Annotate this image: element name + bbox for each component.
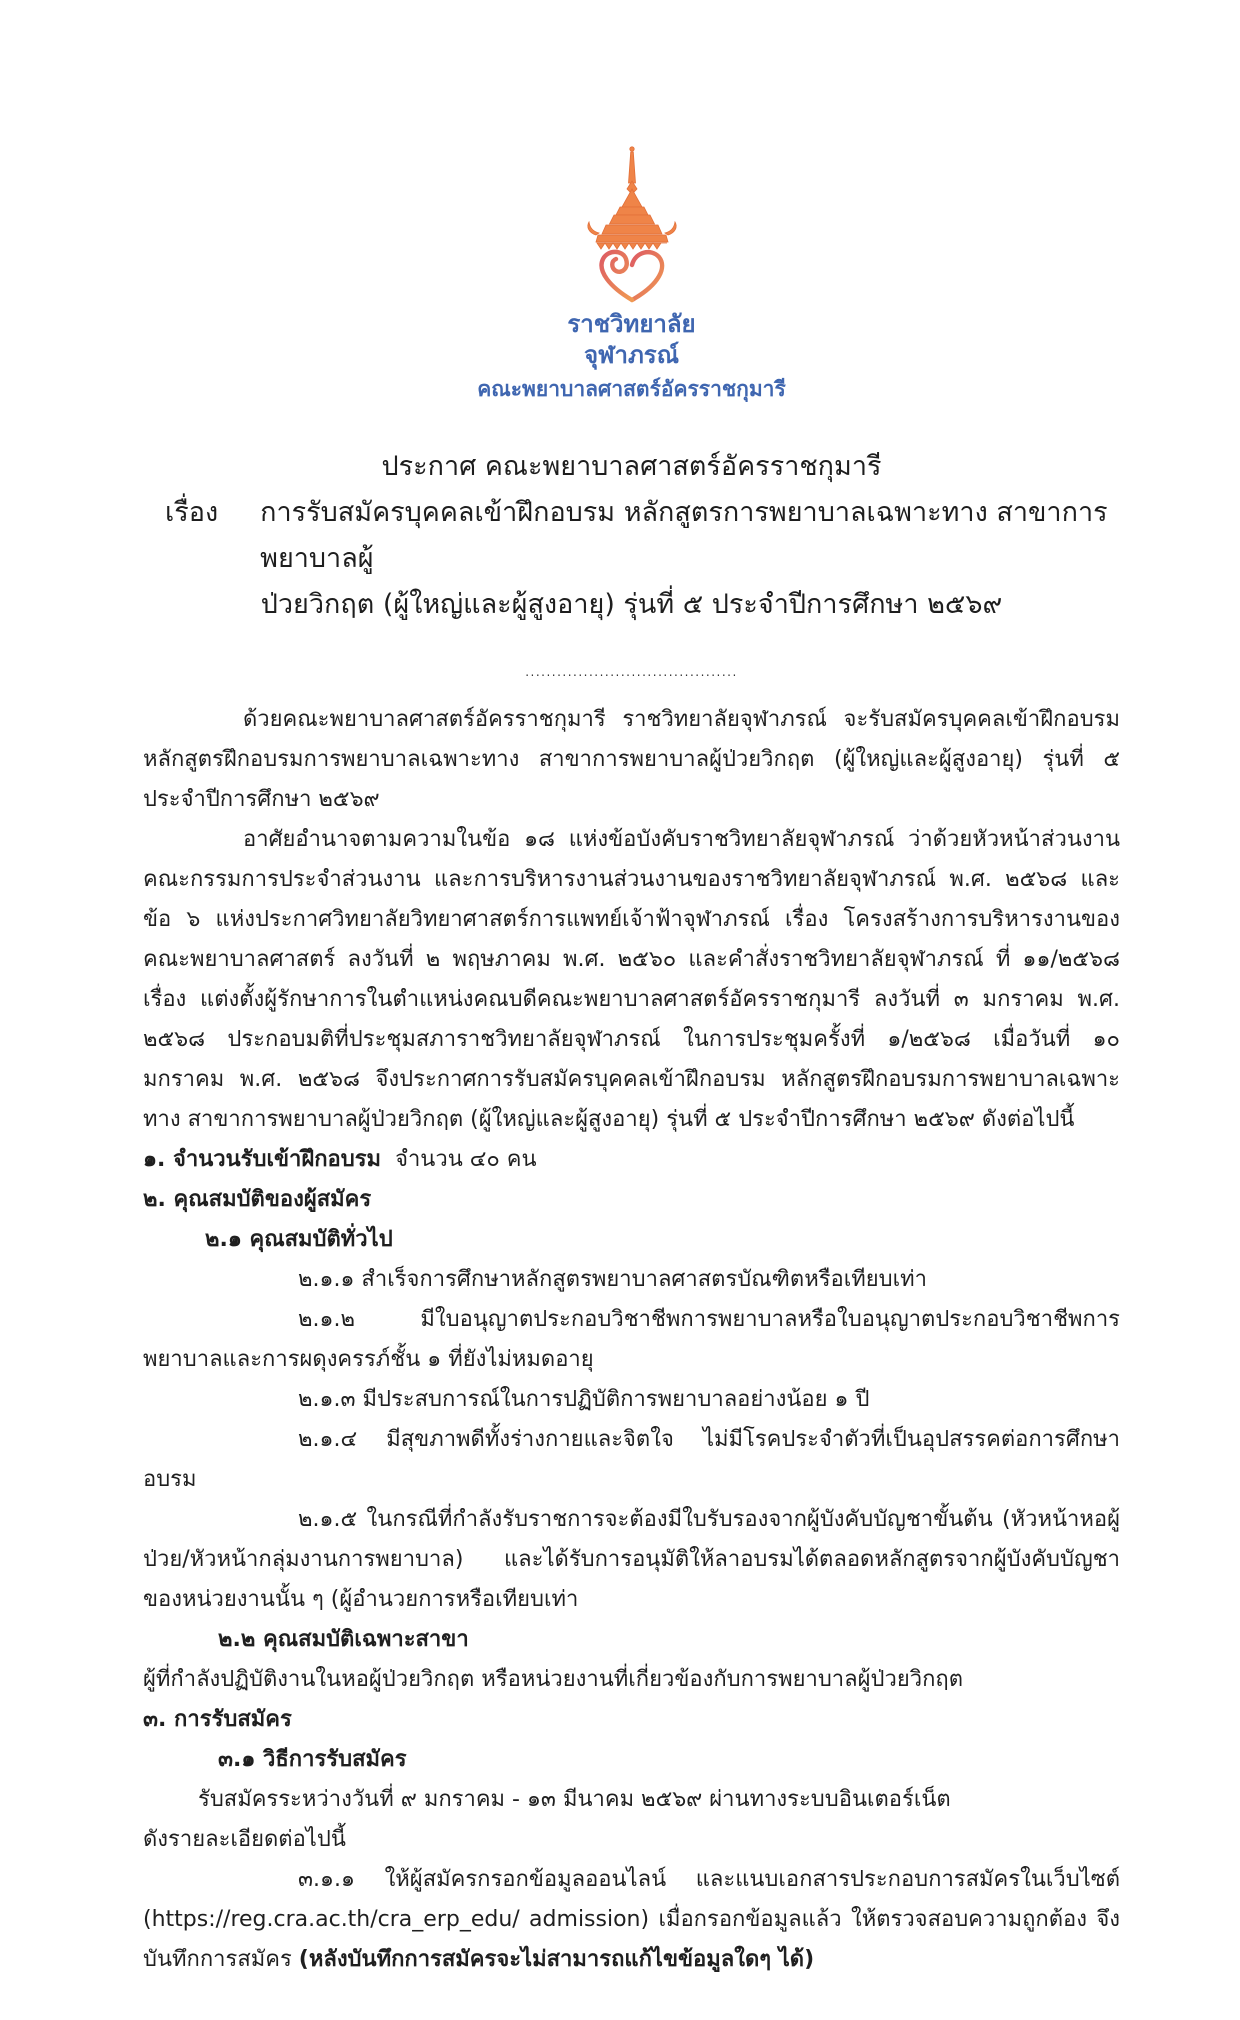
item-2-1-1: ๒.๑.๑ สำเร็จการศึกษาหลักสูตรพยาบาลศาสตรบัณฑิตหรือเทียบเท่า bbox=[298, 1267, 927, 1292]
crown-icon bbox=[587, 147, 675, 249]
section-2-2-body: ผู้ที่กำลังปฏิบัติงานในหอผู้ป่วยวิกฤต หรือหน่วยงานที่เกี่ยวข้องกับการพยาบาลผู้ป่วยวิกฤต bbox=[143, 1667, 964, 1692]
item-3-1-1-text: ๓.๑.๑ ให้ผู้สมัครกรอกข้อมูลออนไลน์ และแนบเอกสารประกอบการสมัครในเว็บไซต์ (https://reg.cra.ac.th/cra_erp_edu/ admission) เมื่อกรอกข้อมูลแล้ว ให้ตรวจสอบความถูกต้อง จึงบันทึกการสมัคร bbox=[143, 1867, 1120, 1972]
org-logo bbox=[143, 145, 1120, 404]
section-3-heading: ๓. การรับสมัคร bbox=[143, 1707, 292, 1732]
item-2-1-2: ๒.๑.๒ มีใบอนุญาตประกอบวิชาชีพการพยาบาลหรือใบอนุญาตประกอบวิชาชีพการพยาบาลและการผดุงครรภ์ชั้น ๑ ที่ยังไม่หมดอายุ bbox=[143, 1307, 1120, 1372]
announcement-title-block bbox=[143, 444, 1120, 678]
section-2-1-heading: ๒.๑ คุณสมบัติทั่วไป bbox=[205, 1227, 393, 1252]
org-name-line1: ราชวิทยาลัย bbox=[567, 310, 696, 338]
subject-row bbox=[143, 490, 1120, 582]
section-1-heading: ๑. จำนวนรับเข้าฝึกอบรม bbox=[143, 1147, 382, 1172]
item-3-1-1 bbox=[143, 1860, 1120, 1980]
section-3-1-paragraph-cont: ดังรายละเอียดต่อไปนี้ bbox=[143, 1827, 346, 1852]
subject-line1: การรับสมัครบุคคลเข้าฝึกอบรม หลักสูตรการพยาบาลเฉพาะทาง สาขาการพยาบาลผู้ bbox=[260, 497, 1108, 574]
section-2-heading: ๒. คุณสมบัติของผู้สมัคร bbox=[143, 1187, 372, 1212]
subject-label: เรื่อง bbox=[165, 497, 219, 528]
item-2-1-4: ๒.๑.๔ มีสุขภาพดีทั้งร่างกายและจิตใจ ไม่มีโรคประจำตัวที่เป็นอุปสรรคต่อการศึกษาอบรม bbox=[143, 1427, 1120, 1492]
item-2-1-3: ๒.๑.๓ มีประสบการณ์ในการปฏิบัติการพยาบาลอย่างน้อย ๑ ปี bbox=[298, 1387, 870, 1412]
section-1-value: จำนวน ๔๐ คน bbox=[395, 1147, 537, 1172]
section-2-2-heading: ๒.๒ คุณสมบัติเฉพาะสาขา bbox=[218, 1627, 469, 1652]
monogram-icon bbox=[601, 252, 662, 300]
section-3-line bbox=[143, 1700, 1120, 1740]
intro-paragraph-2: อาศัยอำนาจตามความในข้อ ๑๘ แห่งข้อบังคับราชวิทยาลัยจุฬาภรณ์ ว่าด้วยหัวหน้าส่วนงาน คณะกรรมการประจำส่วนงาน และการบริหารงานส่วนงานของราชวิทยาลัยจุฬาภรณ์ พ.ศ. ๒๕๖๘ และข้อ ๖ แห่งประกาศวิทยาลัยวิทยาศาสตร์การแพทย์เจ้าฟ้าจุฬาภรณ์ เรื่อง โครงสร้างการบริหารงานของคณะพยาบาลศาสตร์ ลงวันที่ ๒ พฤษภาคม พ.ศ. ๒๕๖๐ และคำสั่งราชวิทยาลัยจุฬาภรณ์ ที่ ๑๑/๒๕๖๘ เรื่อง แต่งตั้งผู้รักษาการในตำแหน่งคณบดีคณะพยาบาลศาสตร์อัครราชกุมารี ลงวันที่ ๓ มกราคม พ.ศ. ๒๕๖๘ ประกอบมติที่ประชุมสภาราชวิทยาลัยจุฬาภรณ์ ในการประชุมครั้งที่ ๑/๒๕๖๘ เมื่อวันที่ ๑๐ มกราคม พ.ศ. ๒๕๖๘ จึงประกาศการรับสมัครบุคคลเข้าฝึกอบรม หลักสูตรฝึกอบรมการพยาบาลเฉพาะทาง สาขาการพยาบาลผู้ป่วยวิกฤต (ผู้ใหญ่และผู้สูงอายุ) รุ่นที่ ๕ ประจำปีการศึกษา ๒๕๖๙ ดังต่อไปนี้ bbox=[143, 827, 1120, 1132]
section-3-1-paragraph: รับสมัครระหว่างวันที่ ๙ มกราคม - ๑๓ มีนาคม ๒๕๖๙ ผ่านทางระบบอินเตอร์เน็ต bbox=[198, 1787, 951, 1812]
intro-paragraph-1: ด้วยคณะพยาบาลศาสตร์อัครราชกุมารี ราชวิทยาลัยจุฬาภรณ์ จะรับสมัครบุคคลเข้าฝึกอบรม หลักสูตรฝึกอบรมการพยาบาลเฉพาะทาง สาขาการพยาบาลผู้ป่วยวิกฤต (ผู้ใหญ่และผู้สูงอายุ) รุ่นที่ ๕ ประจำปีการศึกษา ๒๕๖๙ bbox=[143, 707, 1120, 812]
section-1-line bbox=[143, 1140, 1120, 1180]
document-body bbox=[143, 700, 1120, 1980]
item-2-1-5: ๒.๑.๕ ในกรณีที่กำลังรับราชการจะต้องมีใบรับรองจากผู้บังคับบัญชาขั้นต้น (หัวหน้าหอผู้ป่วย/หัวหน้ากลุ่มงานการพยาบาล) และได้รับการอนุมัติให้ลาอบรมได้ตลอดหลักสูตรจากผู้บังคับบัญชาของหน่วยงานนั้น ๆ (ผู้อำนวยการหรือเทียบเท่า bbox=[143, 1507, 1120, 1612]
faculty-name: คณะพยาบาลศาสตร์อัครราชกุมารี bbox=[477, 377, 786, 401]
royal-crown-monogram-emblem-icon bbox=[569, 145, 695, 303]
section-2-1-line bbox=[143, 1220, 1120, 1260]
separator-dots: ........................................ bbox=[525, 665, 738, 679]
section-2-line bbox=[143, 1180, 1120, 1220]
subject-line2: ป่วยวิกฤต (ผู้ใหญ่และผู้สูงอายุ) รุ่นที่ ๕ ประจำปีการศึกษา ๒๕๖๙ bbox=[260, 589, 1003, 620]
org-name-line2: จุฬาภรณ์ bbox=[584, 341, 679, 369]
section-3-1-heading: ๓.๑ วิธีการรับสมัคร bbox=[218, 1747, 407, 1772]
section-2-2-line bbox=[143, 1620, 1120, 1660]
item-3-1-1-bold-note: (หลังบันทึกการสมัครจะไม่สามารถแก้ไขข้อมูลใดๆ ได้) bbox=[298, 1947, 815, 1972]
section-3-1-line bbox=[143, 1740, 1120, 1780]
announcement-title: ประกาศ คณะพยาบาลศาสตร์อัครราชกุมารี bbox=[381, 451, 882, 482]
